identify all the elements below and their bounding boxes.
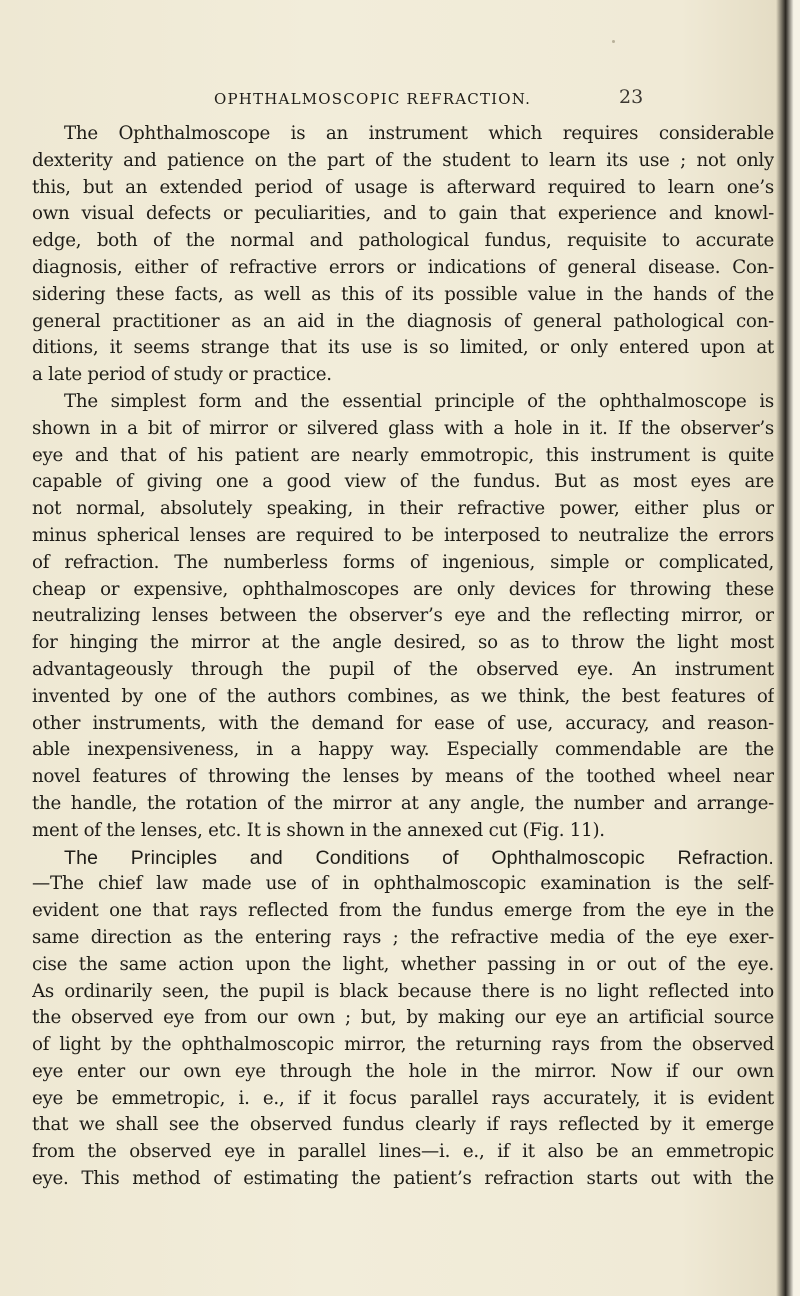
text-line: diagnosis, either of refractive errors or indications of general disease. Con- (32, 256, 774, 278)
text-line: evident one that rays reflected from the fundus emerge from the eye in the (32, 900, 774, 922)
text-line: not normal, absolutely speaking, in their refractive power, either plus or (32, 498, 774, 520)
text-line: eye enter our own eye through the hole in the mirror. Now if our own (32, 1060, 774, 1082)
text-line: neutralizing lenses between the observer’s eye and the reflecting mirror, or (32, 605, 774, 627)
text-line: eye and that of his patient are nearly emmotropic, this instrument is quite (32, 444, 774, 466)
text-line: eye. This method of estimating the patient’s refraction starts out with the (32, 1168, 774, 1190)
page-number: 23 (619, 86, 644, 108)
text-line: general practitioner as an aid in the diagnosis of general pathological con- (32, 310, 774, 332)
text-line: ditions, it seems strange that its use is so limited, or only entered upon at (32, 337, 774, 359)
text-line: for hinging the mirror at the angle desired, so as to throw the light most (32, 632, 774, 654)
text-line: capable of giving one a good view of the fundus. But as most eyes are (32, 471, 774, 493)
paper-speck (612, 40, 615, 43)
text-line: that we shall see the observed fundus clearly if rays reflected by it emerge (32, 1114, 774, 1136)
text-line: cise the same action upon the light, whether passing in or out of the eye. (32, 953, 774, 975)
text-line: minus spherical lenses are required to be interposed to neutralize the errors (32, 524, 774, 546)
text-line: —The chief law made use of in ophthalmoscopic examination is the self- (32, 873, 774, 895)
text-line: cheap or expensive, ophthalmoscopes are only devices for throwing these (32, 578, 774, 600)
header-title: OPHTHALMOSCOPIC REFRACTION. (214, 90, 532, 108)
text-line: this, but an extended period of usage is afterward required to learn one’s (32, 176, 774, 198)
text-line: a late period of study or practice. (32, 364, 332, 386)
text-line: The Ophthalmoscope is an instrument which requires considerable (64, 123, 774, 144)
text-line: of light by the ophthalmoscopic mirror, the returning rays from the observed (32, 1034, 774, 1056)
text-line: dexterity and patience on the part of the student to learn its use ; not only (32, 149, 774, 171)
text-line: eye be emmetropic, i. e., if it focus parallel rays accurately, it is evident (32, 1087, 774, 1109)
text-line: from the observed eye in parallel lines—i. e., if it also be an emmetropic (32, 1141, 774, 1163)
text-line: the observed eye from our own ; but, by making our eye an artificial source (32, 1007, 774, 1029)
text-line: novel features of throwing the lenses by means of the toothed wheel near (32, 766, 774, 788)
text-line: sidering these facts, as well as this of its possible value in the hands of the (32, 283, 774, 305)
text-line: advantageously through the pupil of the observed eye. An instrument (32, 658, 774, 680)
running-head (0, 86, 800, 110)
text-line: As ordinarily seen, the pupil is black because there is no light reflected into (32, 980, 774, 1002)
text-line: able inexpensiveness, in a happy way. Especially commendable are the (32, 739, 774, 761)
body-text (32, 121, 774, 1271)
text-line: own visual defects or peculiarities, and to gain that experience and knowl- (32, 203, 774, 225)
text-line: same direction as the entering rays ; the refractive media of the eye exer- (32, 926, 774, 948)
text-line: invented by one of the authors combines, as we think, the best features of (32, 685, 774, 707)
text-line: the handle, the rotation of the mirror at any angle, the number and arrange- (32, 792, 774, 814)
text-line: edge, both of the normal and pathological fundus, requisite to accurate (32, 230, 774, 252)
text-line: shown in a bit of mirror or silvered glass with a hole in it. If the observer’s (32, 417, 774, 439)
text-line: ment of the lenses, etc. It is shown in the annexed cut (Fig. 11). (32, 819, 605, 841)
section-heading: The Principles and Conditions of Ophthalmoscopic Refraction. (64, 846, 774, 869)
text-line: of refraction. The numberless forms of ingenious, simple or complicated, (32, 551, 774, 573)
text-line: other instruments, with the demand for ease of use, accuracy, and reason- (32, 712, 774, 734)
text-line: The simplest form and the essential principle of the ophthalmoscope is (64, 390, 774, 412)
